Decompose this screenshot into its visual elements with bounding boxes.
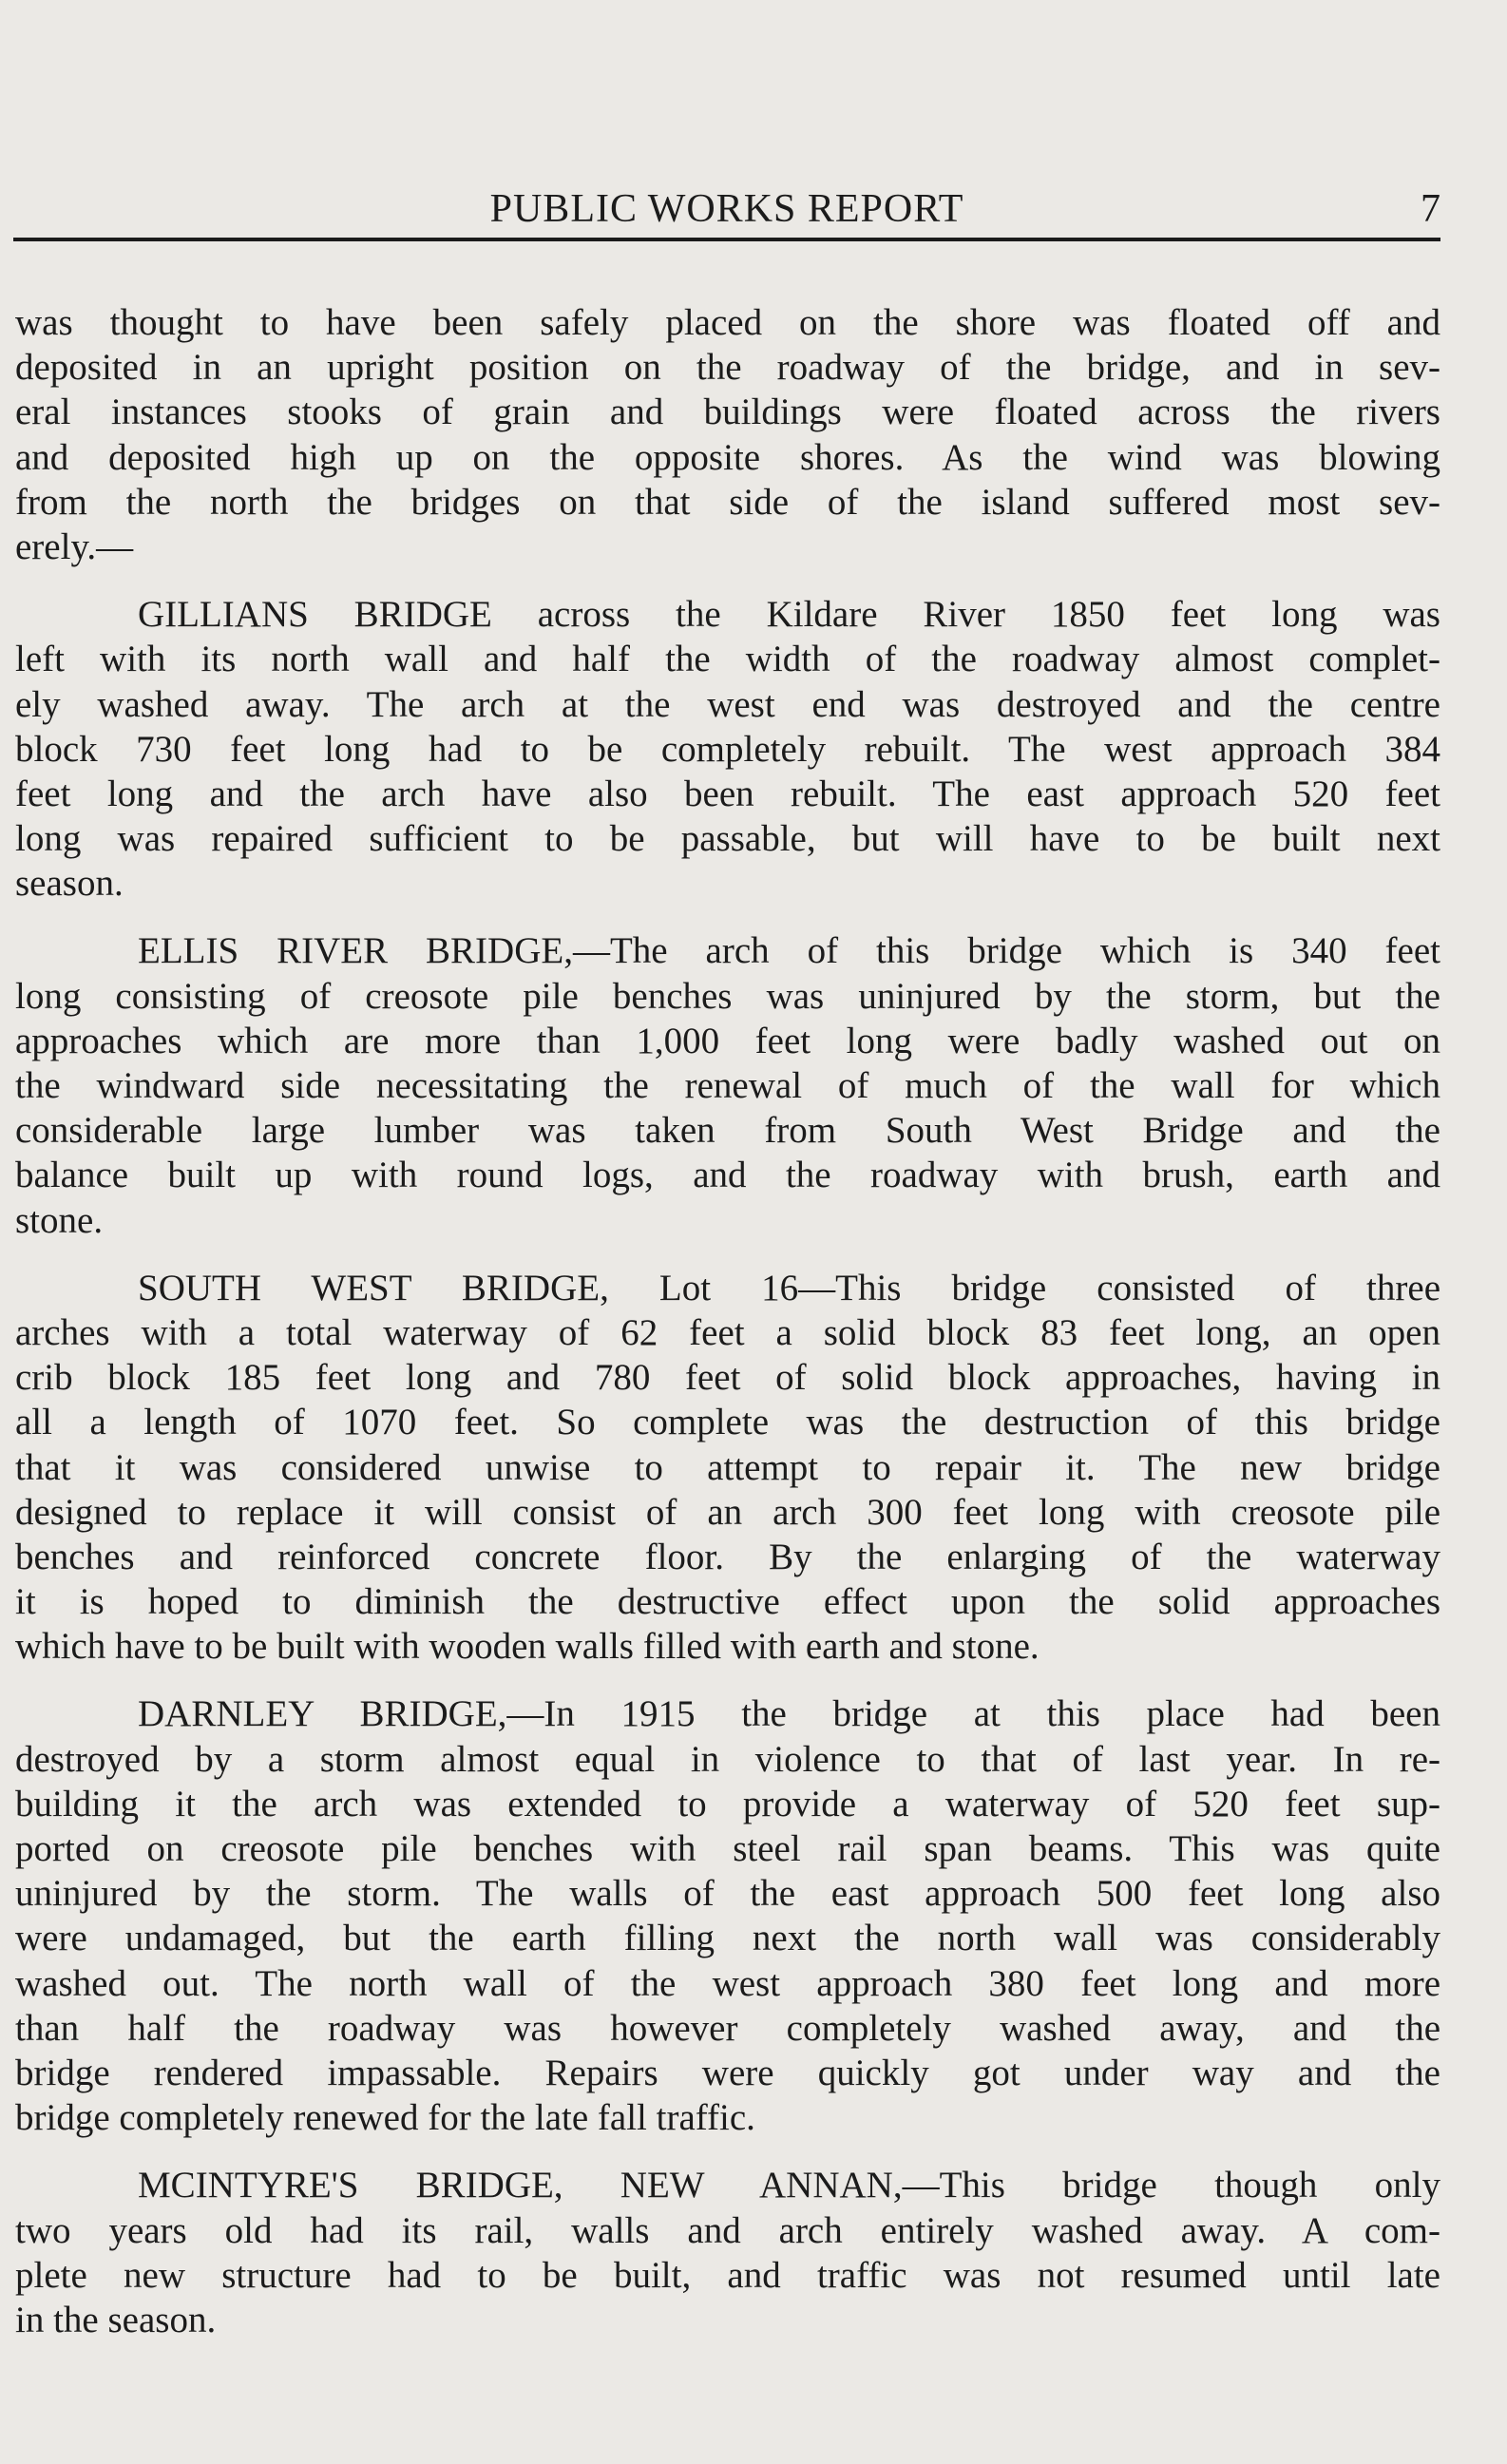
text-line: bridge rendered impassable. Repairs were quickly got under way and the [15, 2052, 1440, 2093]
text-line: approaches which are more than 1,000 feet long were badly washed out on [15, 1020, 1440, 1061]
text-line: ely washed away. The arch at the west end was destroyed and the centre [15, 683, 1440, 725]
text-line: GILLIANS BRIDGE across the Kildare River 1850 feet long was [138, 594, 1440, 636]
paragraph [15, 1691, 1440, 2140]
body-text [15, 300, 1440, 2342]
text-line: were undamaged, but the earth filling next the north wall was considerably [15, 1918, 1440, 1959]
text-line: destroyed by a storm almost equal in violence to that of last year. In re- [15, 1738, 1440, 1780]
text-line: ported on creosote pile benches with steel rail span beams. This was quite [15, 1828, 1440, 1869]
page-number: 7 [1421, 187, 1440, 231]
text-line: plete new structure had to be built, and traffic was not resumed until late [15, 2254, 1440, 2296]
text-line: benches and reinforced concrete floor. By the enlarging of the waterway [15, 1536, 1440, 1577]
paragraph-gap [15, 1243, 1440, 1266]
text-line: MCINTYRE'S BRIDGE, NEW ANNAN,—This bridge though only [138, 2165, 1440, 2206]
paragraph [15, 300, 1440, 569]
text-line: two years old had its rail, walls and arch entirely washed away. A com- [15, 2209, 1440, 2251]
text-line: balance built up with round logs, and the roadway with brush, earth and [15, 1155, 1440, 1196]
text-line: long was repaired sufficient to be passable, but will have to be built next [15, 818, 1440, 860]
running-title: PUBLIC WORKS REPORT [489, 187, 964, 231]
text-line: DARNLEY BRIDGE,—In 1915 the bridge at this place had been [138, 1693, 1440, 1735]
text-line: block 730 feet long had to be completely rebuilt. The west approach 384 [15, 728, 1440, 770]
text-line: that it was considered unwise to attempt to repair it. The new bridge [15, 1446, 1440, 1488]
paragraph-gap [15, 569, 1440, 592]
text-line: building it the arch was extended to provide a waterway of 520 feet sup- [15, 1783, 1440, 1824]
text-line: and deposited high up on the opposite shores. As the wind was blowing [15, 436, 1440, 478]
text-line: from the north the bridges on that side of the island suffered most sev- [15, 481, 1440, 523]
text-line: long consisting of creosote pile benches was uninjured by the storm, but the [15, 975, 1440, 1017]
paragraph [15, 592, 1440, 906]
text-line: season. [15, 863, 124, 905]
paragraph-gap [15, 2140, 1440, 2163]
paragraph [15, 1266, 1440, 1670]
text-line: designed to replace it will consist of an arch 300 feet long with creosote pile [15, 1491, 1440, 1533]
text-line: was thought to have been safely placed on the shore was floated off and [15, 302, 1440, 343]
paragraph [15, 2163, 1440, 2342]
text-line: it is hoped to diminish the destructive effect upon the solid approaches [15, 1581, 1440, 1623]
paragraph-gap [15, 1669, 1440, 1691]
text-line: in the season. [15, 2299, 217, 2340]
text-line: ELLIS RIVER BRIDGE,—The arch of this bridge which is 340 feet [138, 930, 1440, 972]
page-header [13, 181, 1440, 238]
text-line: the windward side necessitating the renewal of much of the wall for which [15, 1065, 1440, 1106]
text-line: all a length of 1070 feet. So complete was the destruction of this bridge [15, 1402, 1440, 1443]
text-line: crib block 185 feet long and 780 feet of solid block approaches, having in [15, 1357, 1440, 1399]
paragraph [15, 928, 1440, 1242]
text-line: bridge completely renewed for the late fall traffic. [15, 2097, 755, 2139]
text-line: which have to be built with wooden walls filled with earth and stone. [15, 1626, 1040, 1668]
text-line: uninjured by the storm. The walls of the east approach 500 feet long also [15, 1873, 1440, 1915]
text-line: considerable large lumber was taken from South West Bridge and the [15, 1110, 1440, 1152]
text-line: arches with a total waterway of 62 feet a solid block 83 feet long, an open [15, 1311, 1440, 1353]
text-line: deposited in an upright position on the roadway of the bridge, and in sev- [15, 347, 1440, 389]
text-line: stone. [15, 1199, 104, 1241]
text-line: feet long and the arch have also been rebuilt. The east approach 520 feet [15, 773, 1440, 814]
text-line: SOUTH WEST BRIDGE, Lot 16—This bridge consisted of three [138, 1267, 1440, 1308]
text-line: left with its north wall and half the width of the roadway almost complet- [15, 639, 1440, 680]
text-line: than half the roadway was however completely washed away, and the [15, 2007, 1440, 2049]
text-line: erely.— [15, 525, 134, 567]
text-line: eral instances stooks of grain and buildings were floated across the rivers [15, 392, 1440, 433]
text-line: washed out. The north wall of the west approach 380 feet long and more [15, 1962, 1440, 2004]
header-rule [13, 238, 1440, 241]
paragraph-gap [15, 906, 1440, 928]
